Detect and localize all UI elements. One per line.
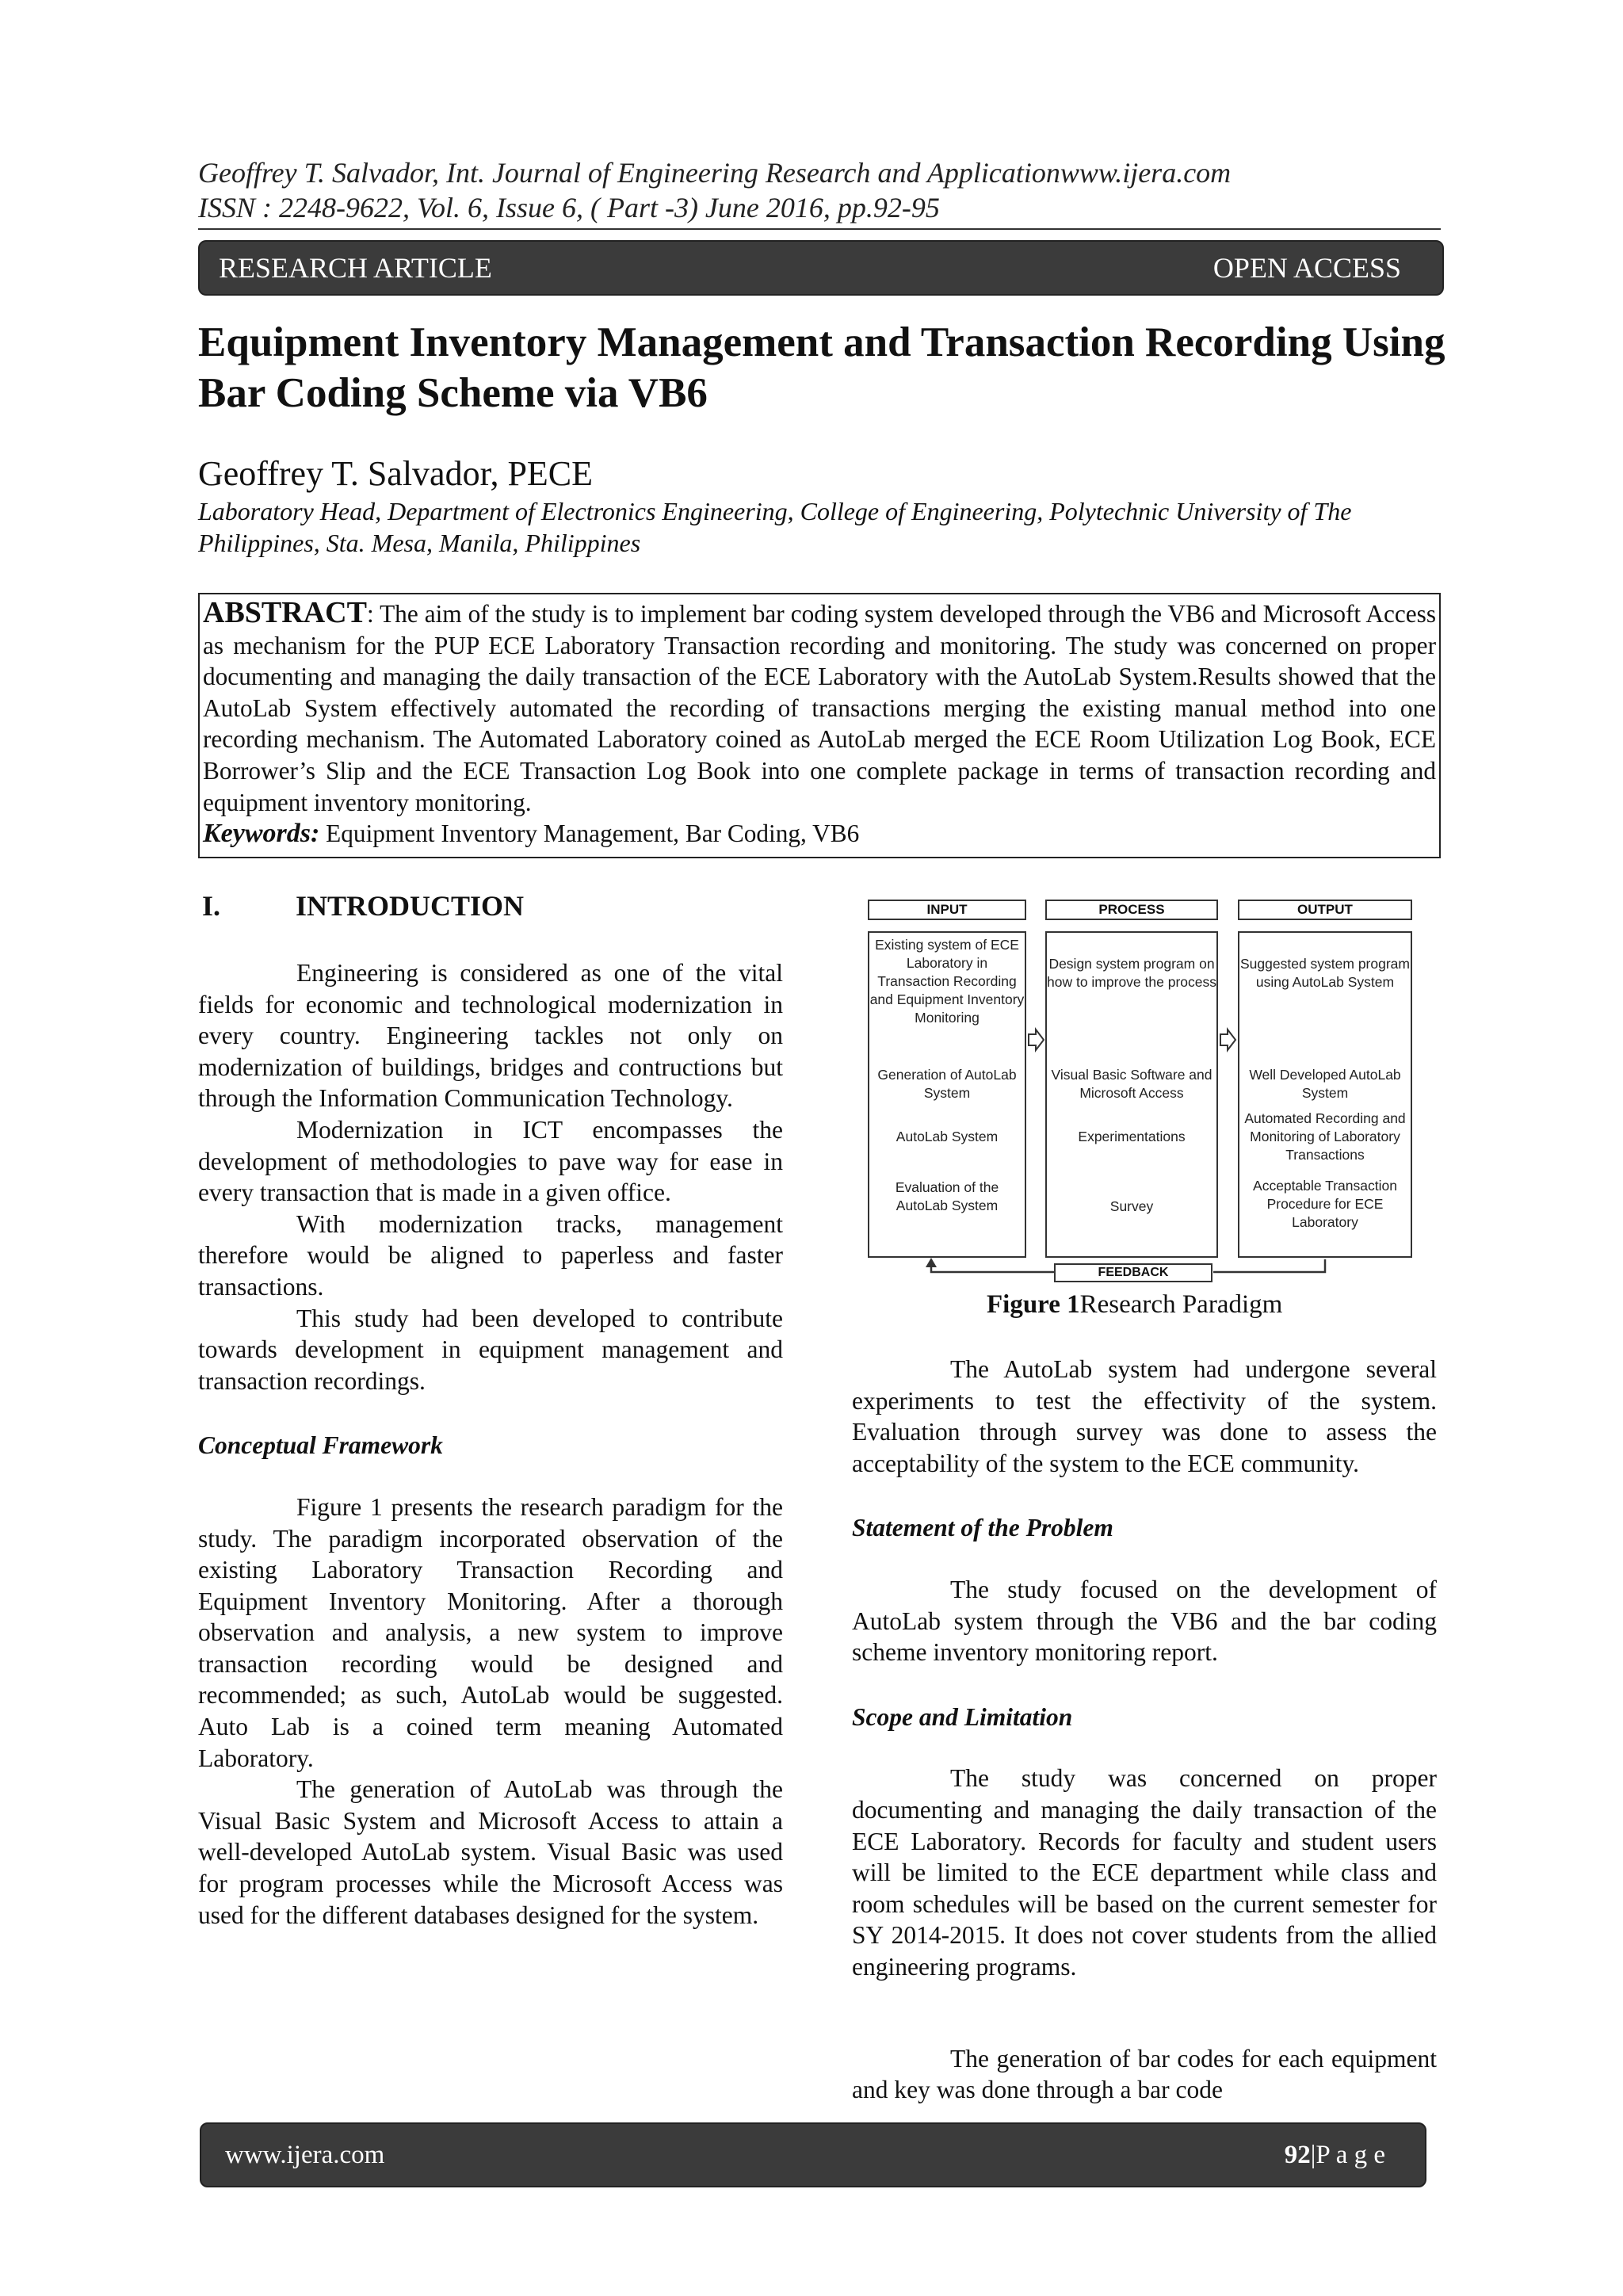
output-item-2: Well Developed AutoLab System (1249, 1067, 1401, 1101)
output-item-4: Acceptable Transaction Procedure for ECE Laboratory (1253, 1178, 1397, 1230)
author-name: Geoffrey T. Salvador, PECE (198, 454, 594, 493)
process-item-1: Design system program on how to improve the process (1047, 956, 1216, 990)
intro-paragraph-2: Modernization in ICT encompasses the development of methodologies to pave way for ease in every transaction that is made in a given office. (198, 1115, 783, 1207)
paper-title: Equipment Inventory Management and Transaction Recording Using Bar Coding Scheme via VB6 (198, 319, 1445, 416)
process-item-3: Experimentations (1078, 1129, 1186, 1144)
intro-paragraph-3: With modernization tracks, management therefore would be aligned to paperless and faster transactions. (198, 1209, 783, 1301)
abstract-label: ABSTRACT (203, 596, 367, 629)
feedback-line-right (1213, 1259, 1325, 1272)
figure-caption (987, 1290, 1282, 1320)
input-item-2: Generation of AutoLab System (877, 1067, 1017, 1101)
keywords-text: Equipment Inventory Management, Bar Coding, VB6 (319, 819, 860, 848)
process-item-4: Survey (1109, 1198, 1154, 1214)
abstract-text: : The aim of the study is to implement bar coding system developed through the VB6 and Microsoft Access as mechanism for the PUP ECE Laboratory Transaction recording and monitoring. The study was concerned on proper documenting and managing the daily transaction of the ECE Laboratory with the AutoLab System.Results showed that the AutoLab System effectively automated the recording of transactions merging the existing manual method into one recording mechanism. The Automated Laboratory coined as AutoLab merged the ECE Room Utilization Log Book, ECE Borrower’s Slip and the ECE Transaction Log Book into one complete package in terms of transaction recording and equipment inventory monitoring. (203, 600, 1436, 816)
subheading-scope-limitation: Scope and Limitation (852, 1702, 1073, 1731)
journal-header-line2: ISSN : 2248-9622, Vol. 6, Issue 6, ( Part -3) June 2016, pp.92-95 (198, 192, 940, 223)
author-affiliation: Laboratory Head, Department of Electronics Engineering, College of Engineering, Polytechnic University of The Philippines, Sta. Mesa, Manila, Philippines (198, 497, 1352, 557)
keywords-label: Keywords: (203, 819, 320, 849)
open-access-label: OPEN ACCESS (1212, 252, 1401, 284)
framework-paragraph-1: Figure 1 presents the research paradigm for the study. The paradigm incorporated observation of the existing Laboratory Transaction Recording and Equipment Inventory Monitoring. After a thorough observation and analysis, a new system to improve transaction recording would be designed and recommended; as such, AutoLab would be suggested. Auto Lab is a coined term meaning Automated Laboratory. (198, 1492, 783, 1772)
problem-paragraph: The study focused on the development of AutoLab system through the VB6 and the bar coding scheme inventory monitoring report. (852, 1575, 1437, 1667)
section-heading-introduction (202, 889, 524, 923)
article-type-banner (198, 240, 1444, 296)
footer-page (1285, 2141, 1385, 2170)
intro-paragraph-1: Engineering is considered as one of the vital fields for economic and technological modernization in every country. Engineering tackles not only on modernization of buildings, bridges and contructions but through the Information Communication Technology. (198, 959, 783, 1113)
intro-paragraph-4: This study had been developed to contribute towards development in equipment management and transaction recordings. (198, 1304, 783, 1395)
feedback-arrowhead (926, 1258, 937, 1267)
output-item-3: Automated Recording and Monitoring of Laboratory Transactions (1244, 1110, 1406, 1163)
scope-paragraph: The study was concerned on proper documenting and managing the daily transaction of the ECE Laboratory. Records for faculty and student users will be limited to the ECE department while class and room schedules will be based on the current semester for SY 2014-2015. It does not cover students from the allied engineering programs. (852, 1764, 1437, 1981)
barcode-paragraph: The generation of bar codes for each equipment and key was done through a bar code (852, 2044, 1437, 2104)
figure-header-input: INPUT (868, 900, 1026, 920)
feedback-line-left (931, 1263, 1054, 1272)
output-item-1: Suggested system program using AutoLab System (1240, 956, 1410, 990)
process-item-2: Visual Basic Software and Microsoft Access (1051, 1067, 1212, 1101)
section-title: INTRODUCTION (296, 890, 525, 922)
feedback-label: FEEDBACK (1054, 1263, 1212, 1282)
abstract-box (198, 593, 1441, 858)
page-number: 92 (1284, 2140, 1311, 2169)
figure-caption-text: Research Paradigm (1079, 1290, 1283, 1319)
research-paradigm-figure (868, 900, 1423, 1280)
input-item-1: Existing system of ECE Laboratory in Transaction Recording and Equipment Inventory Monitoring (869, 937, 1025, 1026)
input-to-process-arrow (1029, 1030, 1044, 1050)
research-article-label: RESEARCH ARTICLE (219, 252, 492, 284)
subheading-conceptual-framework: Conceptual Framework (198, 1431, 443, 1460)
input-item-3: AutoLab System (896, 1129, 999, 1144)
input-item-4: Evaluation of the AutoLab System (895, 1179, 999, 1213)
figure-flow-arrows (868, 900, 1423, 1280)
autolab-paragraph: The AutoLab system had undergone several experiments to test the effectivity of the system. Evaluation through survey was done to assess the acceptability of the system to the ECE community. (852, 1355, 1437, 1477)
right-column (852, 1354, 1437, 2106)
left-column (198, 957, 783, 1931)
framework-paragraph-2: The generation of AutoLab was through the Visual Basic System and Microsoft Access to attain a well-developed AutoLab system. Visual Basic was used for program processes while the Microsoft Access was used for the different databases designed for the system. (198, 1775, 783, 1929)
journal-header-line1: Geoffrey T. Salvador, Int. Journal of Engineering Research and Applicationwww.ijera.com (198, 157, 1232, 189)
figure-header-output: OUTPUT (1238, 900, 1412, 920)
process-to-output-arrow (1220, 1030, 1235, 1050)
figure-header-process: PROCESS (1045, 900, 1218, 920)
subheading-statement-of-problem: Statement of the Problem (852, 1514, 1113, 1542)
page-label: |P a g e (1310, 2140, 1385, 2169)
section-number: I. (202, 890, 221, 922)
footer-website: www.ijera.com (225, 2140, 385, 2169)
page-footer (200, 2122, 1426, 2187)
figure-caption-label: Figure 1 (987, 1290, 1080, 1319)
header-divider (198, 228, 1441, 230)
